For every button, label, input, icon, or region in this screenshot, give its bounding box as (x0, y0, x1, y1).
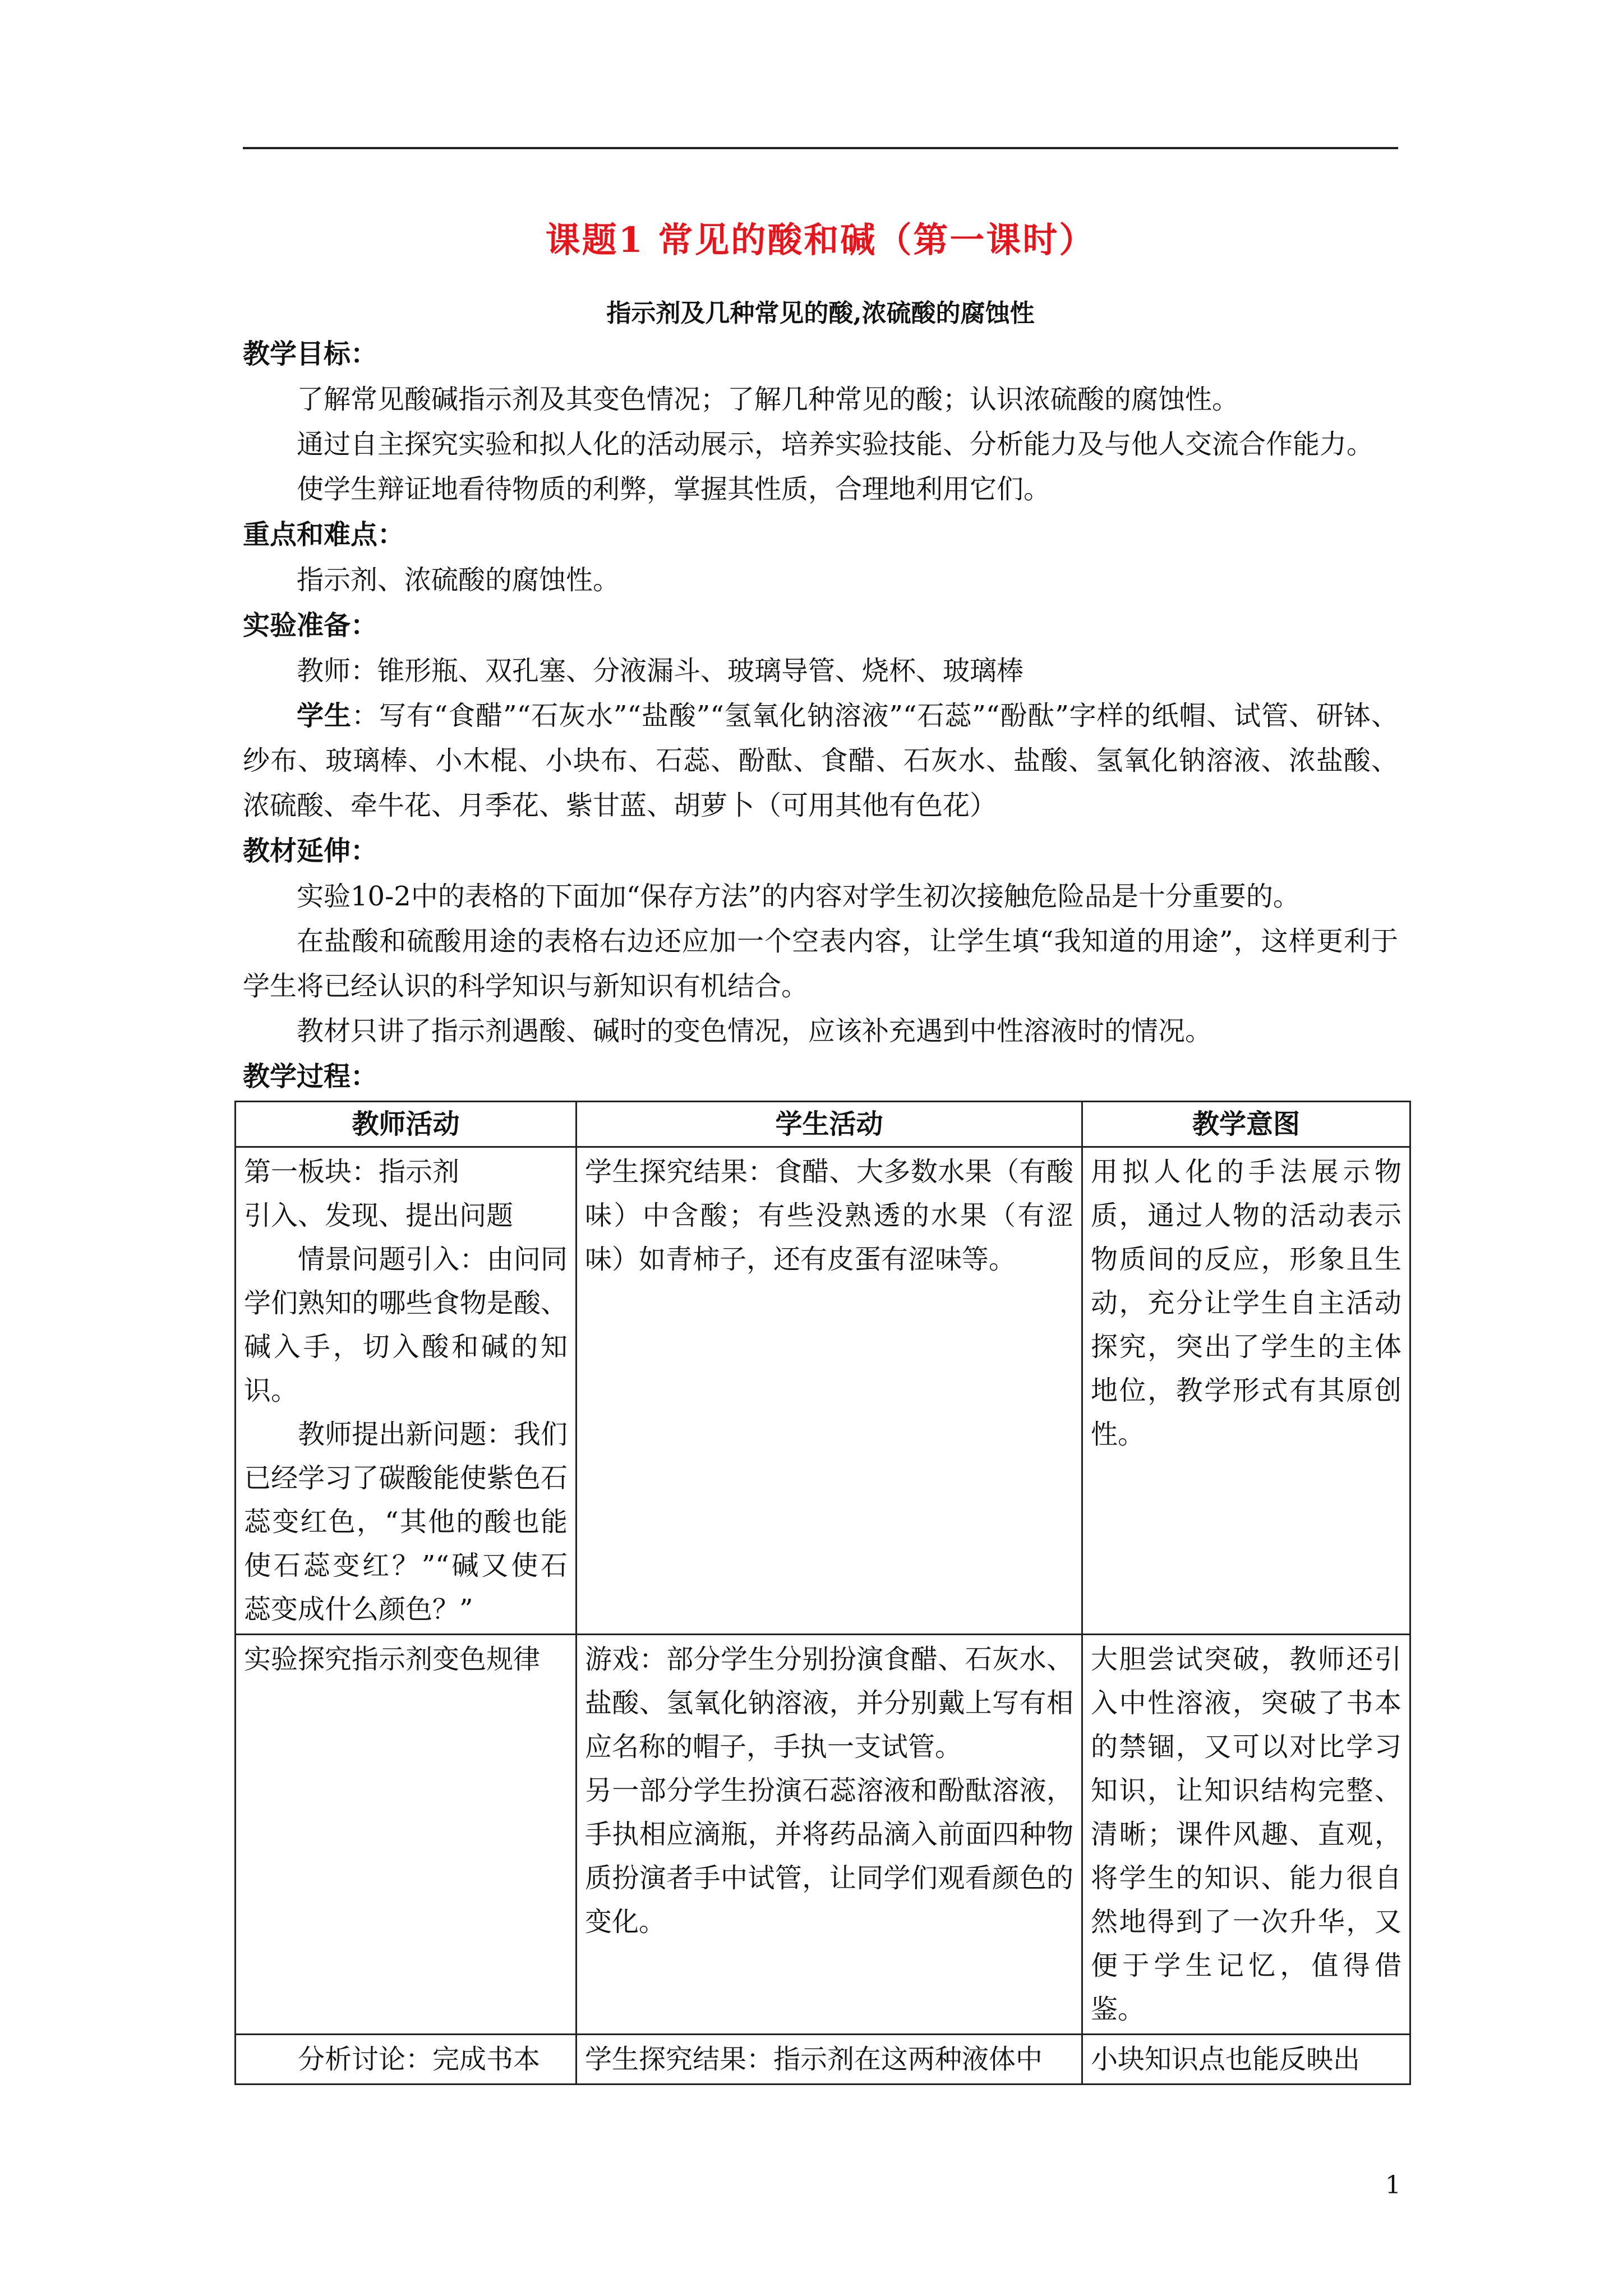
keypoints-heading: 重点和难点： (243, 519, 405, 550)
table-row (236, 2035, 1410, 2085)
extension-paragraph-2: 在盐酸和硫酸用途的表格右边还应加一个空表内容，让学生填“我知道的用途”，这样更利于学生将已经认识的科学知识与新知识有机结合。 (243, 926, 1398, 1002)
prep-student-label: 学生 (297, 700, 352, 731)
goals-heading: 教学目标： (243, 338, 378, 370)
teacher-paragraph: 教师提出新问题：我们已经学习了碳酸能使紫色石蕊变红色，“其他的酸也能使石蕊变红？”“碱又使石蕊变成什么颜色？” (244, 1419, 568, 1625)
teacher-paragraph: 情景问题引入：由问同学们熟知的哪些食物是酸、碱入手，切入酸和碱的知识。 (244, 1244, 568, 1406)
header-student-activity: 学生活动 (577, 1102, 1082, 1147)
page-subtitle: 指示剂及几种常见的酸,浓硫酸的腐蚀性 (606, 299, 1035, 328)
keypoints-paragraph: 指示剂、浓硫酸的腐蚀性。 (297, 564, 620, 596)
teacher-cell: 分析讨论：完成书本 (236, 2035, 577, 2085)
intent-cell: 用拟人化的手法展示物质，通过人物的活动表示物质间的反应，形象且生动，充分让学生自主活动探究，突出了学生的主体地位，教学形式有其原创性。 (1082, 1147, 1410, 1635)
goals-paragraph-1: 了解常见酸碱指示剂及其变色情况；了解几种常见的酸；认识浓硫酸的腐蚀性。 (297, 384, 1239, 415)
student-paragraph: 游戏：部分学生分别扮演食醋、石灰水、盐酸、氢氧化钠溶液，并分别戴上写有相应名称的帽子，手执一支试管。 (585, 1644, 1073, 1763)
table-row (236, 1147, 1410, 1635)
process-heading: 教学过程： (243, 1061, 378, 1092)
table-row (236, 1635, 1410, 2035)
prep-student-text: ：写有“食醋”“石灰水”“盐酸”“氢氧化钠溶液”“石蕊”“酚酞”字样的纸帽、试管、研钵、纱布、玻璃棒、小木棍、小块布、石蕊、酚酞、食醋、石灰水、盐酸、氢氧化钠溶液、浓盐酸、浓硫酸、牵牛花、月季花、紫甘蓝、胡萝卜（可用其他有色花） (243, 700, 1398, 821)
lesson-process-table (234, 1101, 1411, 2085)
goals-paragraph-3: 使学生辩证地看待物质的利弊，掌握其性质，合理地利用它们。 (297, 473, 1051, 505)
header-rule (243, 147, 1398, 149)
table-header-row (236, 1102, 1410, 1147)
intent-cell: 大胆尝试突破，教师还引入中性溶液，突破了书本的禁锢，又可以对比学习知识，让知识结构完整、清晰；课件风趣、直观，将学生的知识、能力很自然地得到了一次升华，又便于学生记忆，值得借鉴。 (1082, 1635, 1410, 2035)
student-cell: 学生探究结果：指示剂在这两种液体中 (577, 2035, 1082, 2085)
teacher-line: 引入、发现、提出问题 (244, 1200, 514, 1231)
teacher-line: 第一板块：指示剂 (244, 1156, 460, 1188)
extension-paragraph-3: 教材只讲了指示剂遇酸、碱时的变色情况，应该补充遇到中性溶液时的情况。 (297, 1015, 1212, 1047)
student-cell (577, 1635, 1082, 2035)
prep-heading: 实验准备： (243, 610, 378, 641)
page-number: 1 (1385, 2171, 1401, 2200)
header-teaching-intent: 教学意图 (1082, 1102, 1410, 1147)
extension-paragraph-1: 实验10-2中的表格的下面加“保存方法”的内容对学生初次接触危险品是十分重要的。 (297, 881, 1300, 912)
student-cell: 学生探究结果：食醋、大多数水果（有酸味）中含酸；有些没熟透的水果（有涩味）如青柿子，还有皮蛋有涩味等。 (577, 1147, 1082, 1635)
intent-cell: 小块知识点也能反映出 (1082, 2035, 1410, 2085)
prep-teacher-paragraph: 教师：锥形瓶、双孔塞、分液漏斗、玻璃导管、烧杯、玻璃棒 (297, 655, 1024, 687)
goals-paragraph-2: 通过自主探究实验和拟人化的活动展示，培养实验技能、分析能力及与他人交流合作能力。 (297, 429, 1374, 460)
document-body (243, 331, 1398, 1053)
teacher-cell: 实验探究指示剂变色规律 (236, 1635, 577, 2035)
extension-heading: 教材延伸： (243, 835, 378, 867)
header-teacher-activity: 教师活动 (236, 1102, 577, 1147)
student-paragraph: 另一部分学生扮演石蕊溶液和酚酞溶液，手执相应滴瓶，并将药品滴入前面四种物质扮演者手中试管，让同学们观看颜色的变化。 (585, 1775, 1073, 1938)
prep-student-paragraph (243, 693, 1398, 828)
teacher-cell (236, 1147, 577, 1635)
page-title: 课题1 常见的酸和碱（第一课时） (545, 219, 1096, 260)
